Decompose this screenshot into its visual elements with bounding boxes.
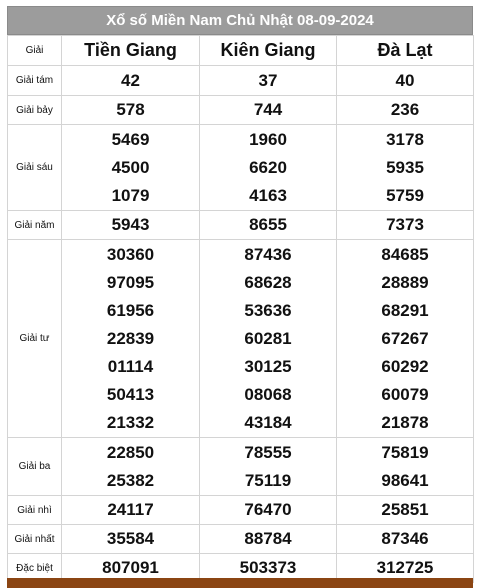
results-title: Xổ số Miền Nam Chủ Nhật 08-09-2024: [7, 6, 473, 35]
prize-value: 4163: [249, 185, 287, 205]
prize-value: 4500: [111, 157, 150, 177]
province-kien-giang[interactable]: Kiên Giang: [200, 36, 337, 66]
prize-value: 75119: [244, 470, 292, 490]
special-prize-value: 503373: [200, 554, 337, 583]
prize-row-g7: [8, 96, 474, 125]
prize-value: 30360: [106, 244, 155, 264]
prize-value: 43184: [244, 412, 292, 432]
prize-value: 5943: [62, 211, 200, 240]
prize-value: 8655: [200, 211, 337, 240]
special-prize-value: 807091: [62, 554, 200, 583]
prize-values: [200, 125, 337, 211]
prize-values: [62, 125, 200, 211]
prize-value: 37: [200, 66, 337, 96]
prize-value: 67267: [381, 328, 429, 348]
prize-value: 42: [62, 66, 200, 96]
prize-value: 60281: [244, 328, 292, 348]
special-prize-value: 312725: [337, 554, 474, 583]
prize-row-g4: [8, 240, 474, 438]
prize-row-g1: [8, 525, 474, 554]
prize-value: 60292: [381, 356, 429, 376]
prize-value: 68628: [244, 272, 292, 292]
prize-label: Đặc biệt: [8, 554, 62, 583]
prize-label: Giải nhì: [8, 496, 62, 525]
prize-values: [62, 438, 200, 496]
prize-value: 84685: [381, 244, 429, 264]
prize-values: [337, 240, 474, 438]
prize-column-header: Giải: [8, 36, 62, 66]
prize-value: 21878: [381, 412, 429, 432]
prize-row-g6: [8, 125, 474, 211]
prize-value: 6620: [249, 157, 287, 177]
province-tien-giang[interactable]: Tiền Giang: [62, 36, 200, 66]
prize-value: 236: [337, 96, 474, 125]
prize-value: 24117: [62, 496, 200, 525]
prize-label: Giải tư: [8, 240, 62, 438]
prize-label: Giải sáu: [8, 125, 62, 211]
prize-value: 61956: [106, 300, 155, 320]
prize-value: 87346: [337, 525, 474, 554]
prize-value: 1960: [249, 129, 287, 149]
prize-value: 21332: [106, 412, 155, 432]
prize-value: 35584: [62, 525, 200, 554]
prize-values: [62, 240, 200, 438]
prize-label: Giải năm: [8, 211, 62, 240]
prize-value: 88784: [200, 525, 337, 554]
prize-value: 22850: [106, 442, 155, 462]
prize-value: 25382: [106, 470, 155, 490]
prize-value: 3178: [386, 129, 424, 149]
prize-value: 98641: [381, 470, 429, 490]
prize-value: 30125: [244, 356, 292, 376]
results-table: [7, 35, 474, 583]
prize-value: 75819: [381, 442, 429, 462]
prize-value: 28889: [381, 272, 429, 292]
prize-value: 5935: [386, 157, 424, 177]
prize-value: 68291: [381, 300, 429, 320]
prize-row-g3: [8, 438, 474, 496]
prize-value: 578: [62, 96, 200, 125]
prize-row-g2: [8, 496, 474, 525]
prize-row-g5: [8, 211, 474, 240]
prize-value: 60079: [381, 384, 429, 404]
prize-values: [200, 438, 337, 496]
prize-value: 01114: [107, 356, 154, 376]
prize-value: 08068: [244, 384, 292, 404]
prize-label: Giải nhất: [8, 525, 62, 554]
prize-row-g8: [8, 66, 474, 96]
prize-value: 1079: [111, 185, 150, 205]
prize-value: 7373: [337, 211, 474, 240]
prize-value: 40: [337, 66, 474, 96]
prize-value: 78555: [244, 442, 292, 462]
prize-value: 87436: [244, 244, 292, 264]
prize-value: 5759: [386, 185, 424, 205]
prize-values: [337, 438, 474, 496]
prize-label: Giải tám: [8, 66, 62, 96]
prize-values: [200, 240, 337, 438]
prize-value: 53636: [244, 300, 292, 320]
prize-value: 97095: [106, 272, 155, 292]
prize-value: 76470: [200, 496, 337, 525]
prize-values: [337, 125, 474, 211]
prize-value: 22839: [106, 328, 155, 348]
prize-value: 50413: [106, 384, 155, 404]
prize-value: 25851: [337, 496, 474, 525]
footer-bar: [7, 578, 473, 588]
prize-value: 744: [200, 96, 337, 125]
prize-value: 5469: [111, 129, 150, 149]
prize-label: Giải bảy: [8, 96, 62, 125]
province-da-lat[interactable]: Đà Lạt: [337, 36, 474, 66]
province-header-row: [8, 36, 474, 66]
prize-label: Giải ba: [8, 438, 62, 496]
